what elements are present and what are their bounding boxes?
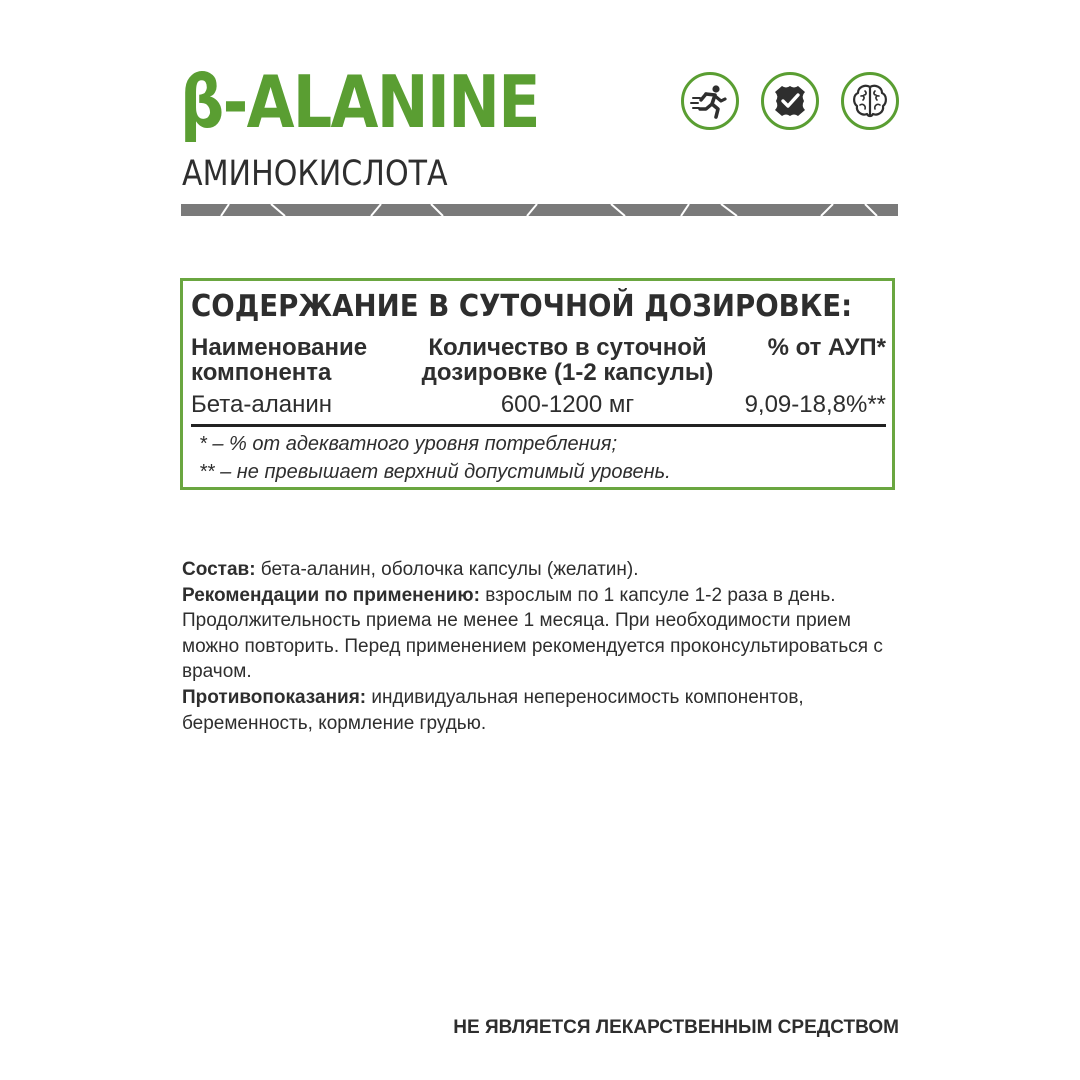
- decorative-stripe: [181, 204, 898, 216]
- brain-icon: [841, 72, 899, 130]
- footnote-1: * – % от адекватного уровня потребления;: [199, 433, 617, 455]
- table-cell-percent: 9,09-18,8%**: [744, 391, 886, 418]
- composition-block: [182, 557, 902, 736]
- product-subtitle: АМИНОКИСЛОТА: [182, 154, 448, 194]
- feature-icons: [681, 72, 899, 130]
- usage-paragraph: [182, 583, 902, 685]
- running-athlete-icon: [681, 72, 739, 130]
- column-header-name: Наименование компонента: [191, 334, 368, 386]
- ingredients-paragraph: [182, 557, 902, 583]
- table-divider: [191, 424, 886, 427]
- contraindications-label: Противопоказания:: [182, 686, 367, 708]
- usage-label: Рекомендации по применению:: [182, 584, 480, 606]
- product-title: β-ALANINE: [180, 60, 539, 144]
- ingredients-text: бета-аланин, оболочка капсулы (желатин).: [255, 559, 639, 580]
- ingredients-label: Состав:: [182, 559, 256, 580]
- daily-dose-table: [180, 278, 895, 490]
- column-header-percent: % от АУП*: [767, 334, 886, 361]
- footnote-2: ** – не превышает верхний допустимый уровень.: [199, 461, 671, 483]
- contraindications-text: индивидуальная непереносимость компонентов, беременность, кормление грудью.: [182, 686, 804, 734]
- daily-dose-title: СОДЕРЖАНИЕ В СУТОЧНОЙ ДОЗИРОВКЕ:: [191, 289, 853, 324]
- leather-shield-check-icon: [761, 72, 819, 130]
- column-header-quantity: Количество в суточной дозировке (1-2 капсулы): [421, 334, 714, 386]
- usage-text: взрослым по 1 капсуле 1-2 раза в день. Продолжительность приема не менее 1 месяца. При необходимости прием можно повторить. Перед применением рекомендуется проконсультироваться с врачом.: [182, 584, 883, 683]
- disclaimer-footer: НЕ ЯВЛЯЕТСЯ ЛЕКАРСТВЕННЫМ СРЕДСТВОМ: [453, 1017, 899, 1038]
- table-cell-quantity: 600-1200 мг: [500, 391, 635, 418]
- contraindications-paragraph: [182, 685, 902, 736]
- table-cell-name: Бета-аланин: [191, 391, 332, 418]
